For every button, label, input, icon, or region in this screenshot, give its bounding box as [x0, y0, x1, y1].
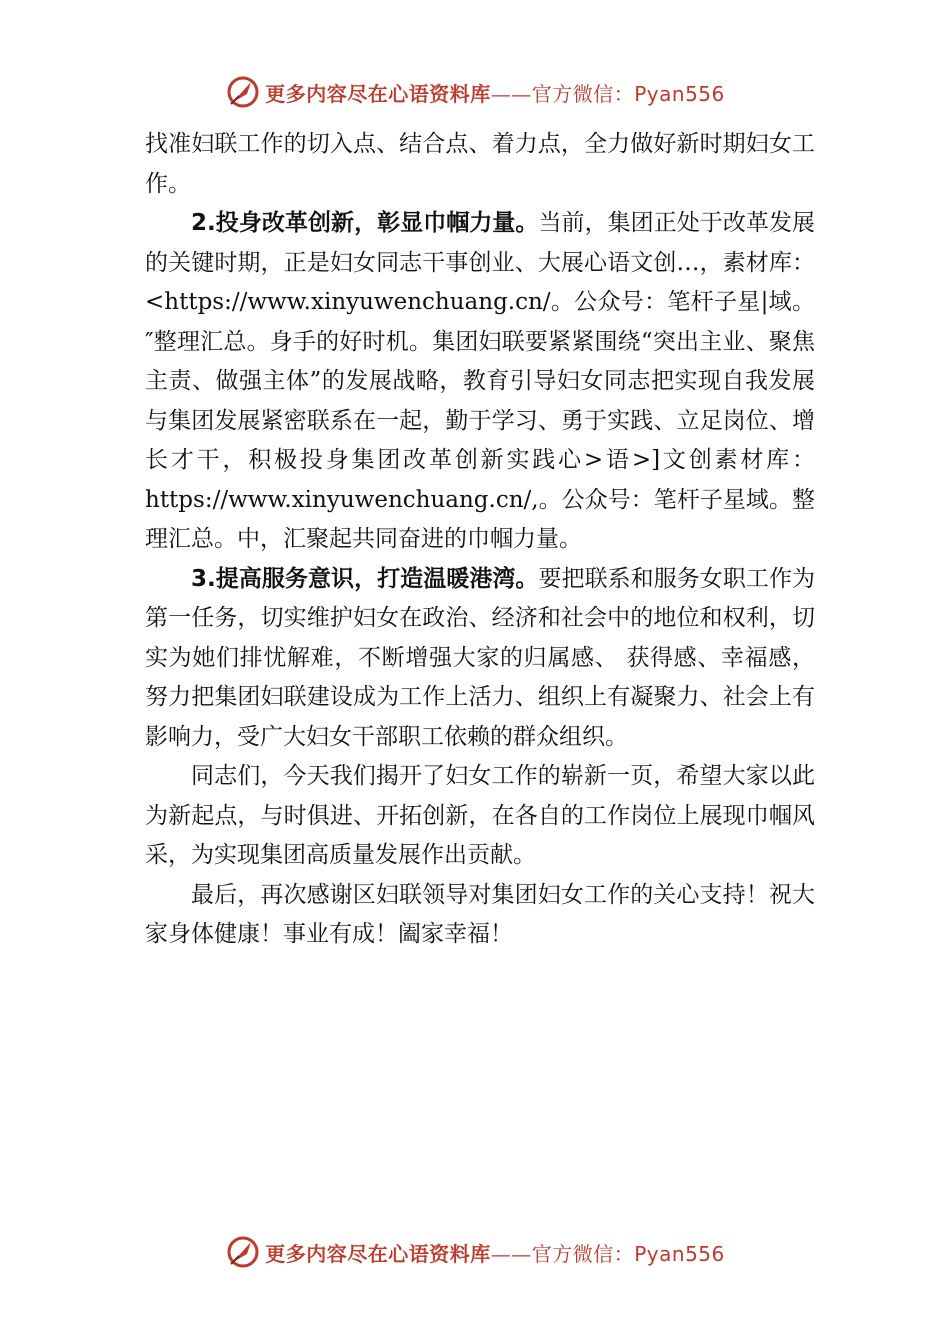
paragraph-5: 最后，再次感谢区妇联领导对集团妇女工作的关心支持！祝大家身体健康！事业有成！阖家幸福！	[145, 881, 815, 947]
paragraph-heading: 2.投身改革创新，彰显巾帼力量。	[191, 210, 539, 236]
paragraph-3: 3.提高服务意识，打造温暖港湾。要把联系和服务女职工作为第一任务，切实维护妇女在政治、经济和社会中的地位和权利，切实为她们排忧解难，不断增强大家的归属感、 获得感、幸福感，努力把集团妇联建设成为工作上活力、组织上有凝聚力、社会上有影响力，受广大妇女干部职工依赖的群众组织。	[145, 565, 815, 750]
quill-logo-icon	[225, 74, 261, 110]
banner-text: 更多内容尽在心语资料库——官方微信：Pyan556	[265, 1241, 725, 1266]
banner-text: 更多内容尽在心语资料库——官方微信：Pyan556	[265, 81, 725, 106]
quill-logo-icon	[225, 1234, 261, 1270]
document-body	[145, 125, 815, 955]
paragraph-1: 找准妇联工作的切入点、结合点、着力点，全力做好新时期妇女工作。	[145, 131, 815, 197]
paragraph-4: 同志们，今天我们揭开了妇女工作的崭新一页，希望大家以此为新起点，与时俱进、开拓创新，在各自的工作岗位上展现巾帼风采，为实现集团高质量发展作出贡献。	[145, 763, 815, 868]
paragraph-2: 2.投身改革创新，彰显巾帼力量。当前，集团正处于改革发展的关键时期，正是妇女同志干事创业、大展心语文创…，素材库：<https://www.xinyuwenchuang.cn/。公众号：笔杆子星|域。″整理汇总。身手的好时机。集团妇联要紧紧围绕“突出主业、聚焦主责、做强主体”的发展战略，教育引导妇女同志把实现自我发展与集团发展紧密联系在一起，勤于学习、勇于实践、立足岗位、增长才干，积极投身集团改革创新实践心>语>]文创素材库：https://www.xinyuwenchuang.cn/,。公众号：笔杆子星域。整理汇总。中，汇聚起共同奋进的巾帼力量。	[145, 210, 815, 552]
header-banner	[0, 70, 950, 114]
paragraph-heading: 3.提高服务意识，打造温暖港湾。	[191, 565, 539, 592]
footer-banner	[0, 1230, 950, 1274]
